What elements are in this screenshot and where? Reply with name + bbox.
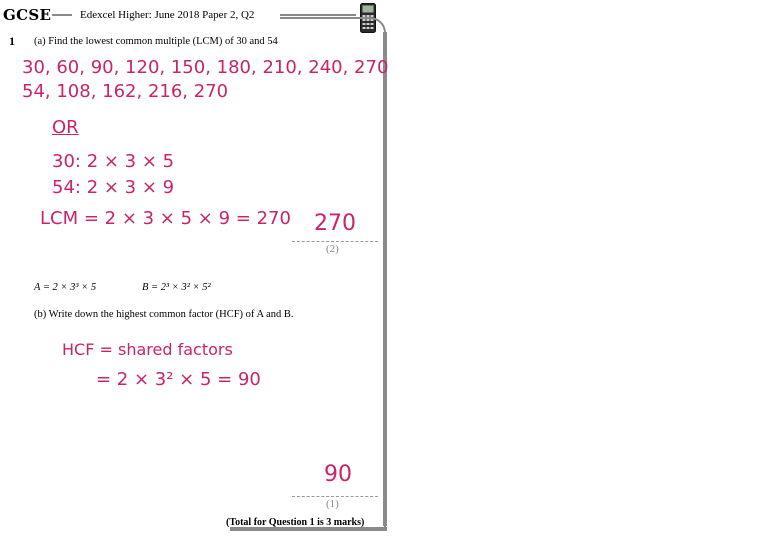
header-divider-left [52,14,72,16]
prime-factors-54: 54: 2 × 3 × 9 [52,177,175,198]
definition-a: A = 2 × 3³ × 5 [34,282,97,293]
hcf-working-line1: HCF = shared factors [62,340,233,359]
marks-b: (1) [326,498,339,510]
answer-b: 90 [324,462,352,487]
lcm-working: LCM = 2 × 3 × 5 × 9 = 270 [40,208,291,229]
part-b-prompt: (b) Write down the highest common factor (HCF) of A and B. [34,309,294,320]
multiples-of-30: 30, 60, 90, 120, 150, 180, 210, 240, 270 [22,57,389,78]
answer-a: 270 [314,211,356,236]
multiples-of-54: 54, 108, 162, 216, 270 [22,81,229,102]
total-marks: (Total for Question 1 is 3 marks) [226,517,365,528]
answer-b-line [292,496,378,497]
or-divider: OR [52,117,79,138]
question-frame-right [383,32,387,526]
hcf-working-line2: = 2 × 3² × 5 = 90 [96,369,261,390]
question-number: 1 [9,34,15,48]
prime-factors-30: 30: 2 × 3 × 5 [52,151,175,172]
definition-b: B = 2³ × 3² × 5² [142,282,211,293]
gcse-logo: GCSE [3,6,52,24]
question-frame-top [280,17,386,531]
part-a-prompt: (a) Find the lowest common multiple (LCM) of 30 and 54 [34,36,278,47]
marks-a: (2) [326,243,339,255]
page-title: Edexcel Higher: June 2018 Paper 2, Q2 [80,9,255,21]
header-divider-right [280,14,356,16]
answer-a-line [292,241,378,242]
